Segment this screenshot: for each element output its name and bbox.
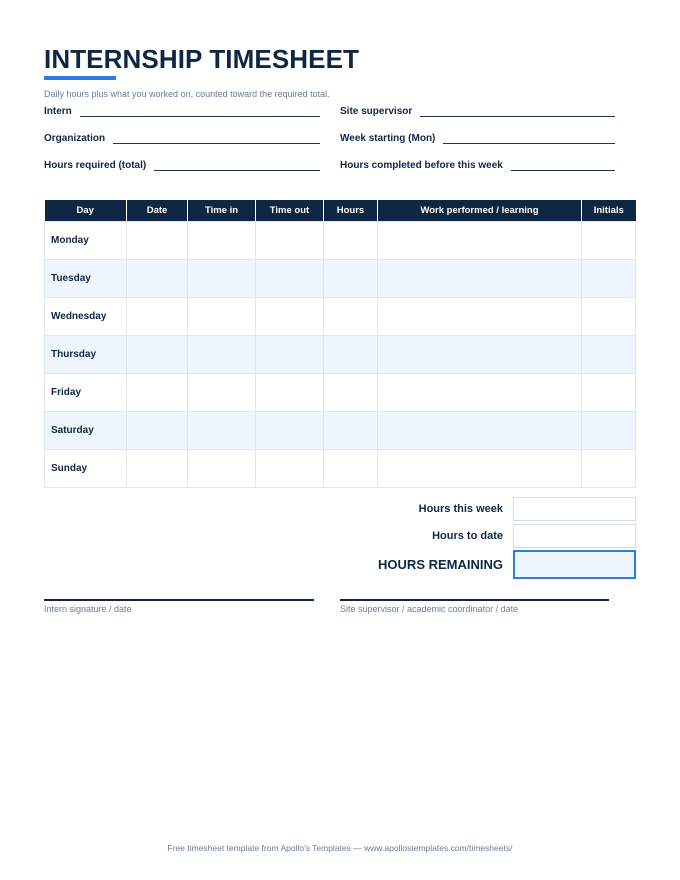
week-starting-field[interactable] [340,133,615,144]
date-cell[interactable] [127,450,188,488]
hours-completed-before-label: Hours completed before this week [340,160,503,171]
intern-signature-line[interactable] [44,599,314,601]
intern-signature-label: Intern signature / date [44,604,132,614]
date-cell[interactable] [127,260,188,298]
site-supervisor-label: Site supervisor [340,106,413,117]
initials-cell[interactable] [582,412,636,450]
column-header-time-out: Time out [256,200,324,222]
day-cell: Tuesday [45,260,127,298]
hours-cell[interactable] [324,374,378,412]
hours-required-field[interactable] [44,160,320,171]
table-row [45,260,636,298]
organization-label: Organization [44,133,106,144]
table-row [45,222,636,260]
time-in-cell[interactable] [188,222,256,260]
hours-remaining-row [300,550,636,578]
intern-input-line[interactable] [80,106,320,117]
site-supervisor-field[interactable] [340,106,615,117]
work-cell[interactable] [378,336,582,374]
supervisor-signature-line[interactable] [340,599,609,601]
time-in-cell[interactable] [188,450,256,488]
hours-required-label: Hours required (total) [44,160,147,171]
table-header-row [45,200,636,222]
time-in-cell[interactable] [188,260,256,298]
time-in-cell[interactable] [188,298,256,336]
hours-cell[interactable] [324,450,378,488]
time-out-cell[interactable] [256,374,324,412]
day-cell: Saturday [45,412,127,450]
footer-credit: Free timesheet template from Apollo's Templates — www.apollostemplates.com/timesheets/ [167,843,513,853]
hours-remaining-box[interactable] [513,550,636,579]
table-row [45,298,636,336]
hours-this-week-label: Hours this week [418,503,503,515]
hours-this-week-box[interactable] [513,497,636,521]
date-cell[interactable] [127,336,188,374]
date-cell[interactable] [127,374,188,412]
day-cell: Friday [45,374,127,412]
table-row [45,336,636,374]
hours-required-input-line[interactable] [154,160,320,171]
hours-to-date-row [300,524,636,548]
day-cell: Thursday [45,336,127,374]
time-out-cell[interactable] [256,260,324,298]
table-row [45,412,636,450]
work-cell[interactable] [378,374,582,412]
day-cell: Sunday [45,450,127,488]
organization-input-line[interactable] [113,133,320,144]
column-header-initials: Initials [582,200,636,222]
hours-to-date-box[interactable] [513,524,636,548]
table-row [45,450,636,488]
initials-cell[interactable] [582,374,636,412]
page-title: INTERNSHIP TIMESHEET [44,44,360,74]
column-header-time-in: Time in [188,200,256,222]
hours-cell[interactable] [324,298,378,336]
timesheet-table [44,200,636,488]
time-out-cell[interactable] [256,450,324,488]
work-cell[interactable] [378,412,582,450]
week-starting-label: Week starting (Mon) [340,133,436,144]
hours-to-date-label: Hours to date [432,530,503,542]
time-out-cell[interactable] [256,222,324,260]
work-cell[interactable] [378,260,582,298]
work-cell[interactable] [378,222,582,260]
hours-cell[interactable] [324,336,378,374]
week-starting-input-line[interactable] [443,133,615,144]
table-row [45,374,636,412]
day-cell: Wednesday [45,298,127,336]
time-in-cell[interactable] [188,374,256,412]
site-supervisor-input-line[interactable] [420,106,615,117]
supervisor-signature-label: Site supervisor / academic coordinator / date [340,604,519,614]
hours-remaining-label: HOURS REMAINING [378,556,503,572]
date-cell[interactable] [127,298,188,336]
intern-field[interactable] [44,106,320,117]
time-out-cell[interactable] [256,298,324,336]
hours-completed-before-field[interactable] [340,160,615,171]
organization-field[interactable] [44,133,320,144]
column-header-hours: Hours [324,200,378,222]
time-out-cell[interactable] [256,412,324,450]
initials-cell[interactable] [582,260,636,298]
intern-label: Intern [44,106,72,117]
hours-this-week-row [300,497,636,521]
time-in-cell[interactable] [188,336,256,374]
date-cell[interactable] [127,222,188,260]
initials-cell[interactable] [582,222,636,260]
initials-cell[interactable] [582,336,636,374]
hours-completed-before-input-line[interactable] [511,160,615,171]
title-underline [44,76,116,80]
time-in-cell[interactable] [188,412,256,450]
initials-cell[interactable] [582,298,636,336]
day-cell: Monday [45,222,127,260]
page-subtitle: Daily hours plus what you worked on, counted toward the required total. [44,89,330,99]
column-header-work-performed: Work performed / learning [378,200,582,222]
initials-cell[interactable] [582,450,636,488]
hours-cell[interactable] [324,412,378,450]
date-cell[interactable] [127,412,188,450]
column-header-date: Date [127,200,188,222]
work-cell[interactable] [378,450,582,488]
column-header-day: Day [45,200,127,222]
hours-cell[interactable] [324,222,378,260]
hours-cell[interactable] [324,260,378,298]
time-out-cell[interactable] [256,336,324,374]
work-cell[interactable] [378,298,582,336]
